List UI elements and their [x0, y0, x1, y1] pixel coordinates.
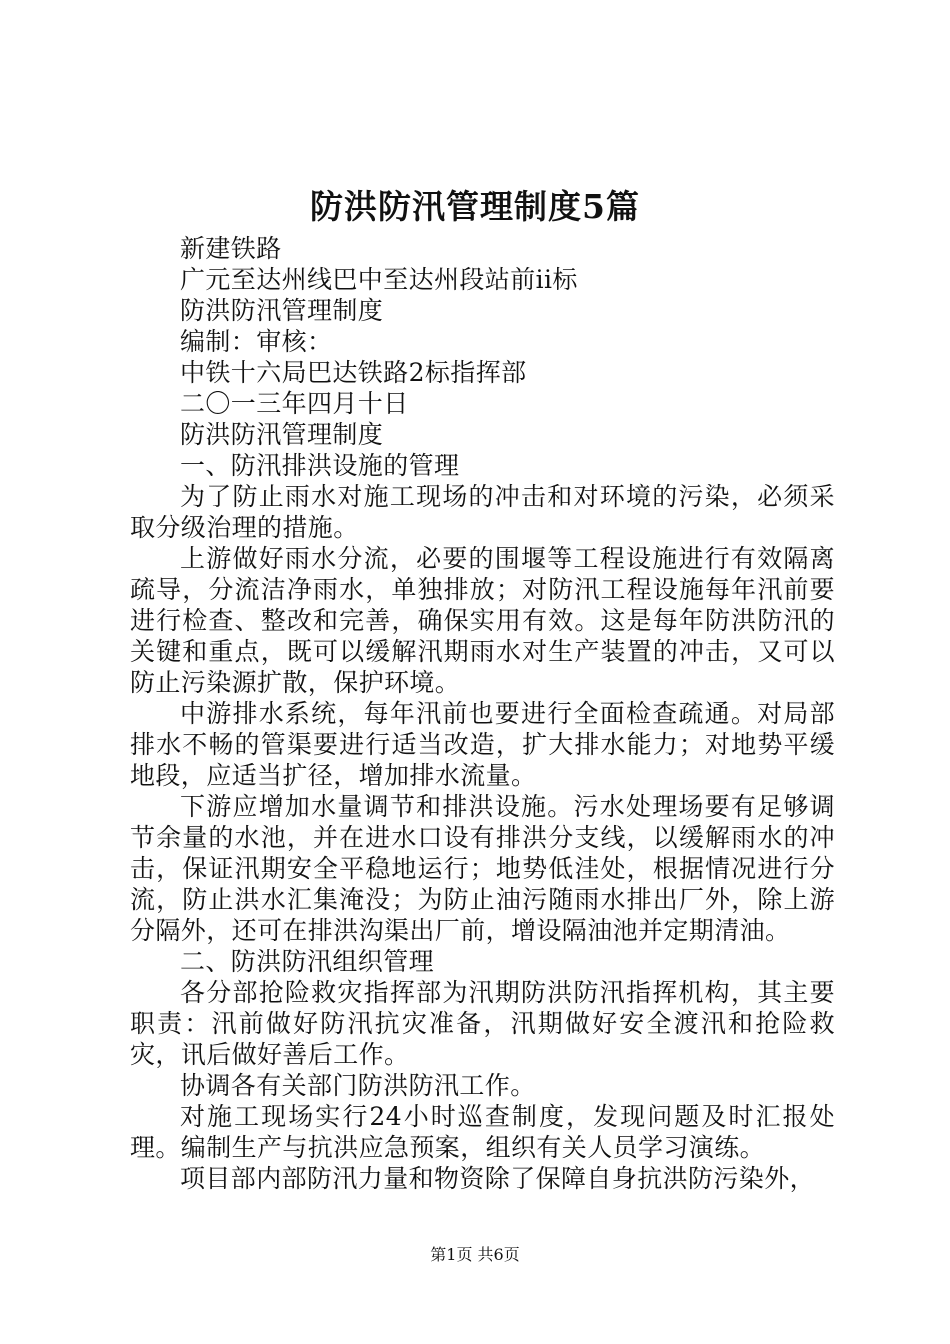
paragraph: 中游排水系统，每年汛前也要进行全面检查疏通。对局部排水不畅的管渠要进行适当改造，扩大排水能力；对地势平缓地段，应适当扩径，增加排水流量。	[130, 699, 835, 790]
section-heading: 一、防汛排洪设施的管理	[180, 451, 460, 480]
document-title: 防洪防汛管理制度5篇	[310, 187, 640, 226]
paragraph: 防洪防汛管理制度	[180, 420, 384, 449]
paragraph: 二〇一三年四月十日	[180, 389, 409, 418]
paragraph: 新建铁路	[180, 234, 282, 263]
paragraph: 对施工现场实行24小时巡查制度，发现问题及时汇报处理。编制生产与抗洪应急预案，组织有关人员学习演练。	[130, 1102, 835, 1162]
paragraph: 编制：审核：	[180, 327, 333, 356]
paragraph: 下游应增加水量调节和排洪设施。污水处理场要有足够调节余量的水池，并在进水口设有排洪分支线，以缓解雨水的冲击，保证汛期安全平稳地运行；地势低洼处，根据情况进行分流，防止洪水汇集淹没；为防止油污随雨水排出厂外，除上游分隔外，还可在排洪沟渠出厂前，增设隔油池并定期清油。	[130, 792, 835, 945]
document-body	[130, 233, 835, 1194]
section-heading: 二、防洪防汛组织管理	[180, 947, 435, 976]
paragraph: 广元至达州线巴中至达州段站前ii标	[180, 265, 578, 294]
paragraph: 各分部抢险救灾指挥部为汛期防洪防汛指挥机构，其主要职责：汛前做好防汛抗灾准备，汛期做好安全渡汛和抢险救灾，讯后做好善后工作。	[130, 978, 835, 1069]
paragraph: 项目部内部防汛力量和物资除了保障自身抗洪防污染外，	[180, 1164, 816, 1193]
paragraph: 中铁十六局巴达铁路2标指挥部	[180, 358, 527, 387]
paragraph: 为了防止雨水对施工现场的冲击和对环境的污染，必须采取分级治理的措施。	[130, 482, 835, 542]
paragraph: 防洪防汛管理制度	[180, 296, 384, 325]
paragraph: 上游做好雨水分流，必要的围堰等工程设施进行有效隔离疏导，分流洁净雨水，单独排放；对防汛工程设施每年汛前要进行检查、整改和完善，确保实用有效。这是每年防洪防汛的关键和重点，既可以缓解汛期雨水对生产装置的冲击，又可以防止污染源扩散，保护环境。	[130, 544, 835, 697]
page-footer: 第1页 共6页	[430, 1245, 520, 1264]
paragraph: 协调各有关部门防洪防汛工作。	[180, 1071, 536, 1100]
